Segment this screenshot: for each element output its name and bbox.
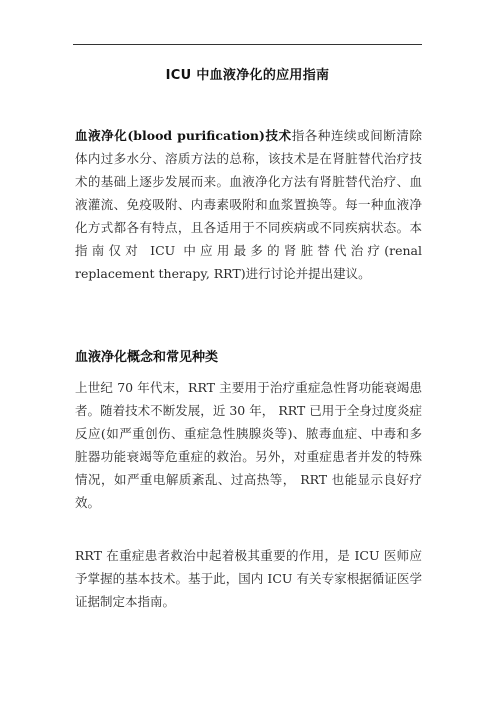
section-heading: 血液净化概念和常见种类 (75, 350, 219, 365)
intro-paragraph (75, 124, 422, 285)
intro-lead-term: 血液净化(blood purification)技术 (75, 128, 292, 143)
intro-paragraph-text: 指各种连续或间断清除体内过多水分、溶质方法的总称，该技术是在肾脏替代治疗技术的基础上逐步发展而来。血液净化方法有肾脏替代治疗、血液灌流、免疫吸附、内毒素吸附和血浆置换等。每一种血液净化方式都各有特点，且各适用于不同疾病或不同疾病状态。本指南仅对 ICU 中应用最多的肾脏替代治疗(renal replacement therapy, RRT)进行讨论并提出建议。 (75, 128, 422, 281)
section-paragraph-2: RRT 在重症患者救治中起着极其重要的作用，是 ICU 医师应予掌握的基本技术。基于此，国内 ICU 有关专家根据循证医学证据制定本指南。 (75, 548, 422, 609)
section-paragraph-1: 上世纪 70 年代末，RRT 主要用于治疗重症急性肾功能衰竭患者。随着技术不断发展，近 30 年， RRT 已用于全身过度炎症反应(如严重创伤、重症急性胰腺炎等)、脓毒血症、中毒和多脏器功能衰竭等危重症的救治。另外，对重症患者并发的特殊情况，如严重电解质紊乱、过高热等， RRT 也能显示良好疗效。 (75, 380, 422, 510)
document-title: ICU 中血液净化的应用指南 (165, 68, 330, 83)
header-rule (73, 44, 422, 45)
